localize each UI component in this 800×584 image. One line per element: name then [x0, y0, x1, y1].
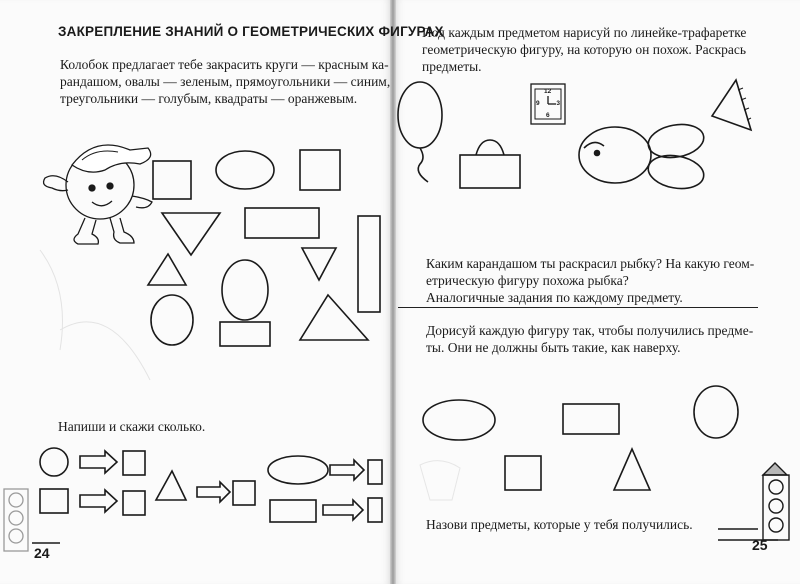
instruction-line: рандашом, овалы — зеленым, прямоугольники — синим,: [60, 74, 391, 89]
count-task: Напиши и скажи сколько.: [58, 419, 206, 434]
clock-face-numbers: [535, 89, 561, 119]
answer-box: [123, 491, 145, 515]
triangle-shape: [148, 254, 186, 285]
page-title: ЗАКРЕПЛЕНИЕ ЗНАНИЙ О ГЕОМЕТРИЧЕСКИХ ФИГУРАХ: [58, 24, 444, 39]
oval-shape: [216, 151, 274, 189]
traffic-light-illustration-left: [4, 489, 28, 551]
rectangle-shape: [220, 322, 270, 346]
answer-box: [233, 481, 255, 505]
square-shape: [40, 489, 68, 513]
faint-sketch-lines: [40, 250, 150, 380]
rectangle-shape: [563, 404, 619, 434]
oval-shape: [694, 386, 738, 438]
arrow-icon: [197, 482, 230, 502]
tall-rectangle-shape: [358, 216, 380, 312]
triangle-shape: [162, 213, 220, 255]
question-line: Каким карандашом ты раскрасил рыбку? На какую геом-: [426, 256, 755, 271]
coloring-shapes: [148, 150, 380, 346]
clock-number: 6: [546, 112, 550, 119]
counting-chain: [40, 448, 382, 522]
oval-shape: [423, 400, 495, 440]
triangle-shape: [302, 248, 336, 280]
instruction-line: Под каждым предметом нарисуй по линейке-трафаретке: [422, 25, 747, 40]
instruction-line: Колобок предлагает тебе закрасить круги — красным ка-: [60, 57, 389, 72]
kolobok-character-illustration: [44, 145, 152, 244]
answer-box: [368, 498, 382, 522]
oval-shape: [268, 456, 328, 484]
bag-illustration: [460, 140, 520, 188]
oval-shape: [151, 295, 193, 345]
circle-shape: [40, 448, 68, 476]
page-number-left: 24: [34, 545, 50, 561]
answer-box: [123, 451, 145, 475]
rectangle-shape: [270, 500, 316, 522]
arrow-icon: [330, 460, 364, 480]
arrow-icon: [80, 490, 117, 512]
set-square-triangle-illustration: [712, 80, 751, 130]
balloon-illustration: [398, 82, 442, 182]
task-line: ты. Они не должны быть такие, как наверху.: [426, 340, 681, 355]
square-shape: [505, 456, 541, 490]
traffic-light-illustration-right: [763, 463, 789, 540]
instruction-line: геометрическую фигуру, на которую он похож. Раскрась: [422, 42, 747, 57]
faint-ghost-shapes: [420, 461, 460, 500]
fish-illustration: [579, 120, 706, 192]
question-line: Аналогичные задания по каждому предмету.: [426, 290, 683, 305]
square-shape: [153, 161, 191, 199]
clock-number: 12: [544, 88, 552, 95]
instruction-line: предметы.: [422, 59, 482, 74]
name-task: Назови предметы, которые у тебя получились.: [426, 517, 693, 532]
oval-shape: [222, 260, 268, 320]
page-number-right: 25: [752, 537, 768, 553]
instruction-line: треугольники — голубым, квадраты — оранжевым.: [60, 91, 358, 106]
clock-number: 9: [536, 100, 540, 107]
task-line: Дорисуй каждую фигуру так, чтобы получились предме-: [426, 323, 754, 338]
triangle-shape: [614, 449, 650, 490]
shapes-to-complete: [423, 386, 738, 490]
arrow-icon: [80, 451, 117, 473]
arrow-icon: [323, 500, 363, 520]
rectangle-shape: [245, 208, 319, 238]
triangle-shape: [156, 471, 186, 500]
clock-number: 3: [556, 100, 560, 107]
answer-box: [368, 460, 382, 484]
question-line: етрическую фигуру похожа рыбка?: [426, 273, 629, 288]
square-shape: [300, 150, 340, 190]
